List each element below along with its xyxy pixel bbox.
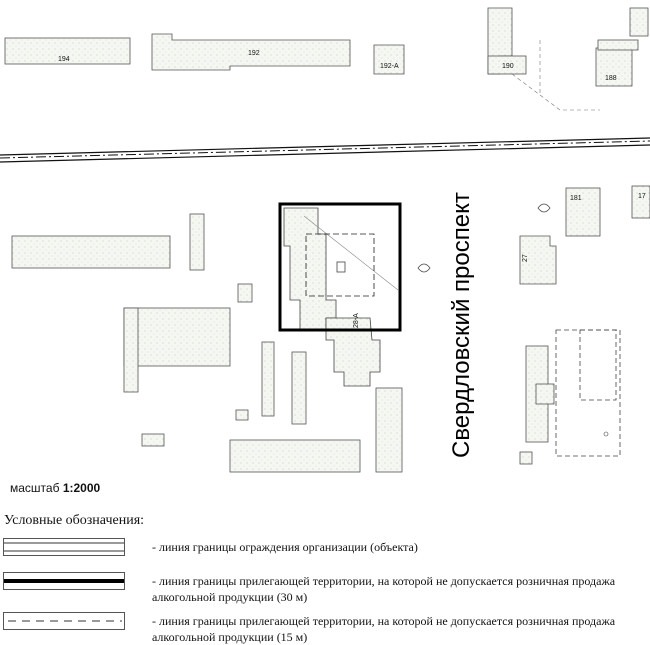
building-long-west <box>12 236 170 268</box>
building-number-181: 181 <box>570 195 582 202</box>
legend-symbol-fence-line <box>3 538 125 556</box>
building-number-27: 27 <box>522 254 529 262</box>
building-numbers <box>58 50 646 328</box>
building-number-190: 190 <box>502 63 514 70</box>
building-number-192: 192 <box>248 50 260 57</box>
building-object-main <box>284 208 336 330</box>
legend-symbol-15m-line <box>3 612 125 630</box>
buildings-north <box>5 8 648 86</box>
scale-value: 1:2000 <box>62 481 101 495</box>
legend-text-15m-line: - линия границы прилегающей территории, на которой не допускается розничная продажа алкогольной продукции (15 м) <box>152 614 616 644</box>
building-number-17: 17 <box>638 193 646 200</box>
map-scale <box>10 481 100 495</box>
street-label: Свердловский проспект <box>448 192 475 458</box>
avenue-road <box>0 138 650 162</box>
legend-text-fence-line: - линия границы ограждения организации (объекта) <box>152 540 418 554</box>
legend-title: Условные обозначения: <box>4 513 145 528</box>
legend-symbol-30m-line <box>3 572 125 590</box>
building-number-188: 188 <box>605 75 617 82</box>
building-number-194: 194 <box>58 56 70 63</box>
scale-label: масштаб <box>10 481 60 495</box>
tree-icon <box>538 204 550 212</box>
buildings-east <box>520 186 650 464</box>
building-south-low <box>230 440 360 472</box>
building-number-192a: 192-А <box>380 63 399 70</box>
building-17 <box>632 186 650 218</box>
legend-text-30m-line: - линия границы прилегающей территории, на которой не допускается розничная продажа алкогольной продукции (30 м) <box>152 574 616 604</box>
building-number-28a: 28-А <box>353 313 360 328</box>
building-block <box>124 308 230 366</box>
east-dashed-structure <box>556 330 620 456</box>
